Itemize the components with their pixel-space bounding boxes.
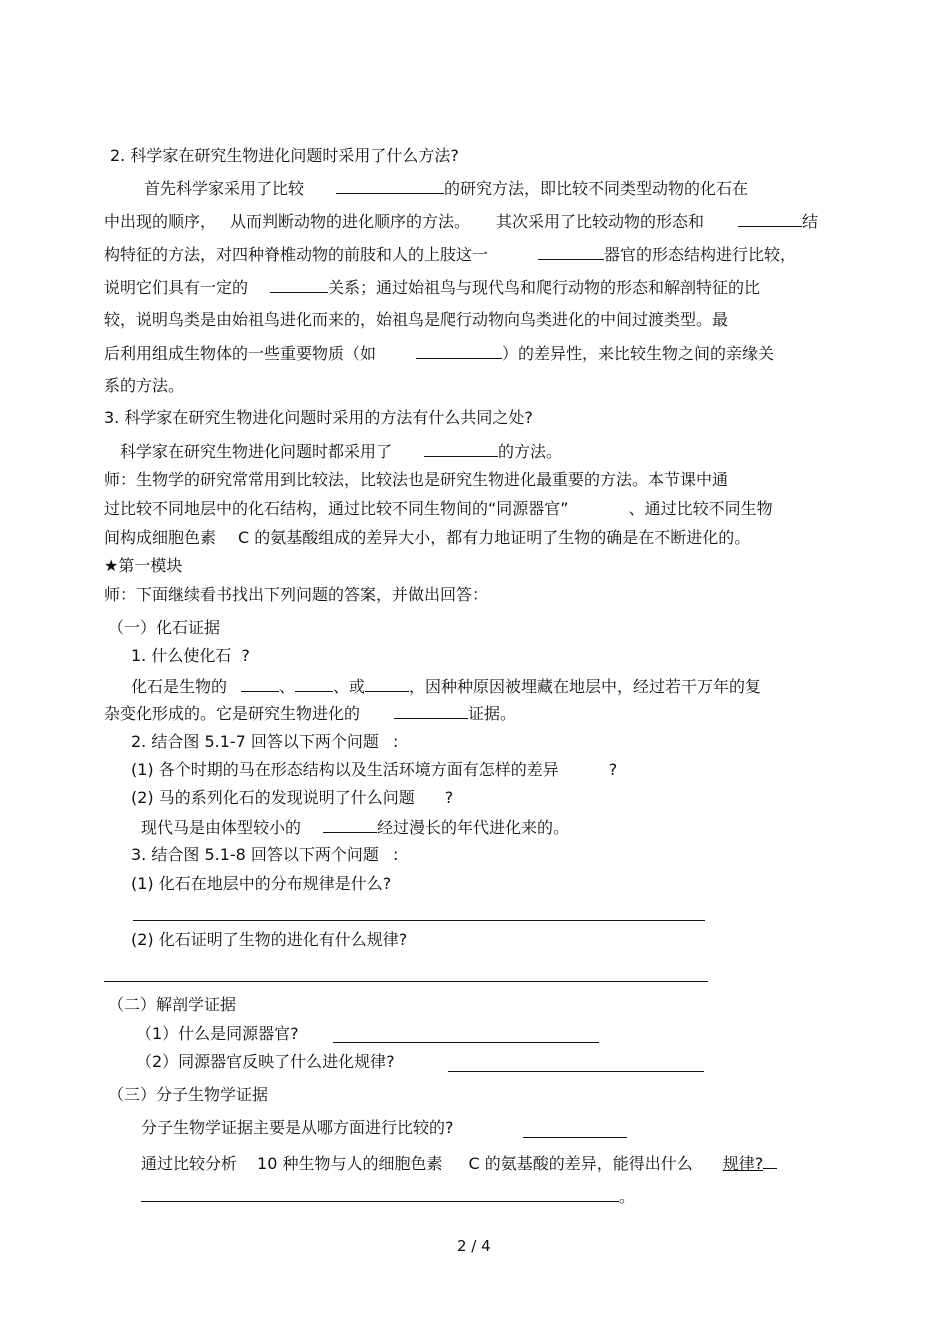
answer-line[interactable] <box>333 1042 599 1043</box>
q2-answer-line-7: 系的方法。 <box>104 376 185 395</box>
molecular-q2: 通过比较分析 10 种生物与人的细胞色素 C 的氨基酸的差异，能得出什么 规律? <box>141 1153 777 1174</box>
molecular-heading: （三）分子生物学证据 <box>108 1085 269 1104</box>
fossil-q2-2: (2) 马的系列化石的发现说明了什么问题 ? <box>131 788 454 807</box>
anatomy-q1: （1）什么是同源器官? <box>136 1024 299 1043</box>
answer-line[interactable] <box>104 981 708 982</box>
teacher-paragraph-line-1: 师：生物学的研究常常用到比较法，比较法也是研究生物进化最重要的方法。本节课中通 <box>104 470 729 489</box>
fossil-q1: 1. 什么使化石 ? <box>131 646 250 665</box>
molecular-q1: 分子生物学证据主要是从哪方面进行比较的? <box>141 1118 454 1137</box>
teacher-paragraph-line-2: 过比较不同地层中的化石结构，通过比较不同生物间的“同源器官” 、通过比较不同生物 <box>104 499 773 518</box>
fill-blank[interactable] <box>424 441 498 457</box>
fill-blank[interactable] <box>295 676 333 692</box>
answer-line[interactable] <box>523 1137 627 1138</box>
q2-answer-line-2: 中出现的顺序， 从而判断动物的进化顺序的方法。 其次采用了比较动物的形态和 结 <box>104 212 819 231</box>
fill-blank[interactable] <box>394 703 468 719</box>
fossil-heading: （一）化石证据 <box>108 618 221 637</box>
q2-answer-line-4: 说明它们具有一定的 关系；通过始祖鸟与现代鸟和爬行动物的形态和解剖特征的比 <box>104 278 761 297</box>
fill-blank[interactable] <box>365 676 409 692</box>
fill-blank[interactable] <box>416 343 502 359</box>
fill-blank[interactable] <box>538 244 604 260</box>
fossil-q2: 2. 结合图 5.1-7 回答以下两个问题 : <box>131 732 399 751</box>
fossil-a1-line-1: 化石是生物的 、 、或 ，因种种原因被埋藏在地层中，经过若干万年的复 <box>131 677 762 696</box>
fill-blank[interactable] <box>763 1153 777 1169</box>
page-number: 2 / 4 <box>457 1237 491 1255</box>
fill-blank[interactable] <box>241 676 279 692</box>
fossil-q3-2: (2) 化石证明了生物的进化有什么规律? <box>131 930 408 949</box>
answer-line[interactable] <box>141 1201 619 1202</box>
fill-blank[interactable] <box>738 211 802 227</box>
q2-answer-line-1: 首先科学家采用了比较 的研究方法，即比较不同类型动物的化石在 <box>144 179 749 198</box>
fill-blank[interactable] <box>336 178 444 194</box>
fossil-q2-1: (1) 各个时期的马在形态结构以及生活环境方面有怎样的差异 ? <box>131 760 618 779</box>
teacher-instruction: 师：下面继续看书找出下列问题的答案，并做出回答： <box>104 585 489 604</box>
teacher-paragraph-line-3: 间构成细胞色素 C 的氨基酸组成的差异大小，都有力地证明了生物的确是在不断进化的。 <box>104 528 751 547</box>
fossil-q3-1: (1) 化石在地层中的分布规律是什么? <box>131 874 392 893</box>
module-heading: ★第一模块 <box>104 556 183 575</box>
q2-answer-line-3: 构特征的方法，对四种脊椎动物的前肢和人的上肢这一 器官的形态结构进行比较， <box>104 245 797 264</box>
anatomy-heading: （二）解剖学证据 <box>108 995 237 1014</box>
fossil-a3: 现代马是由体型较小的 经过漫长的年代进化来的。 <box>141 818 570 837</box>
q2-title: 2. 科学家在研究生物进化问题时采用了什么方法? <box>110 146 459 165</box>
answer-line[interactable] <box>448 1071 704 1072</box>
q3-title: 3. 科学家在研究生物进化问题时采用的方法有什么共同之处? <box>104 408 533 427</box>
q3-answer: 科学家在研究生物进化问题时都采用了 的方法。 <box>120 442 563 461</box>
fill-blank[interactable] <box>323 817 377 833</box>
fossil-a1-line-2: 杂变化形成的。它是研究生物进化的 证据。 <box>104 704 517 723</box>
fossil-q3: 3. 结合图 5.1-8 回答以下两个问题 : <box>131 845 399 864</box>
anatomy-q2: （2）同源器官反映了什么进化规律? <box>136 1052 395 1071</box>
fill-blank[interactable] <box>270 277 328 293</box>
molecular-end-mark: 。 <box>619 1187 636 1206</box>
q2-answer-line-5: 较，说明鸟类是由始祖鸟进化而来的，始祖鸟是爬行动物向鸟类进化的中间过渡类型。最 <box>104 310 729 329</box>
q2-answer-line-6: 后利用组成生物体的一些重要物质（如 ）的差异性，来比较生物之间的亲缘关 <box>104 344 775 363</box>
answer-line[interactable] <box>133 920 705 921</box>
